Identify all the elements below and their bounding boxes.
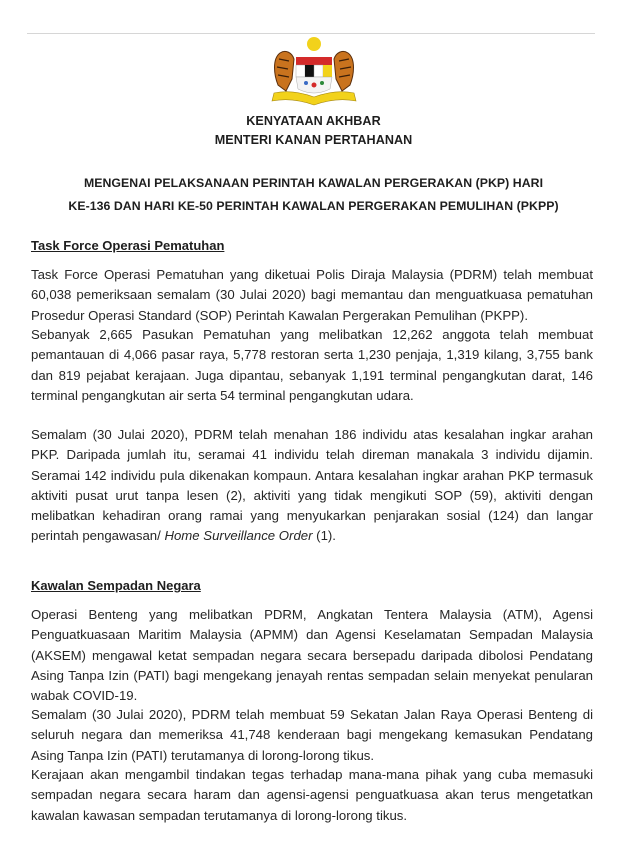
subject-line-2: KE-136 DAN HARI KE-50 PERINTAH KAWALAN PERGERAKAN PEMULIHAN (PKPP) <box>68 199 559 213</box>
malaysia-coat-of-arms-icon <box>262 35 366 107</box>
issuer-title: MENTERI KANAN PERTAHANAN <box>214 133 413 147</box>
paragraph: Task Force Operasi Pematuhan yang diketuai Polis Diraja Malaysia (PDRM) telah membuat 60,038 pemeriksaan semalam (30 Julai 2020) bagi memantau dan menguatkuasa pematuhan Prosedur Operasi Standard (SOP) Perintah Kawalan Pergerakan Pemulihan (PKPP). <box>31 267 593 323</box>
press-release-title: KENYATAAN AKHBAR <box>246 114 381 128</box>
paragraph: Semalam (30 Julai 2020), PDRM telah membuat 59 Sekatan Jalan Raya Operasi Benteng di seluruh negara dan memeriksa 41,748 kenderaan bagi mengekang kemasukan Pendatang Asing Tanpa Izin (PATI) terutamanya di lorong-lorong tikus. <box>31 707 593 763</box>
paragraph-text: Semalam (30 Julai 2020), PDRM telah menahan 186 individu atas kesalahan ingkar arahan PKP. Daripada jumlah itu, seramai 41 individu telah direman manakala 3 individu dijamin. Seramai 142 individu pula dikenakan kompaun. Antara kesalahan ingkar arahan PKP termasuk aktiviti pusat urut tanpa lesen (2), aktiviti yang tidak mengikuti SOP (59), aktiviti dengan melibatkan kehadiran orang ramai yang menyukarkan penjarakan sosial (124) dan langar perintah pengawasan/ <box>31 427 593 544</box>
paragraph: Operasi Benteng yang melibatkan PDRM, Angkatan Tentera Malaysia (ATM), Agensi Penguatkuasaan Maritim Malaysia (APMM) dan Agensi Keselamatan Sempadan Malaysia (AKSEM) mengawal ketat sempadan negara secara bersepadu daripada dibolosi Pendatang Asing Tanpa Izin (PATI) bagi mengekang jenayah rentas sempadan selain menyekat penularan wabak COVID-19. <box>31 607 593 704</box>
section-title-border-control: Kawalan Sempadan Negara <box>31 578 201 593</box>
section-title-task-force: Task Force Operasi Pematuhan <box>31 238 225 253</box>
paragraph-text: (1). <box>312 528 336 544</box>
subject-line-1: MENGENAI PELAKSANAAN PERINTAH KAWALAN PERGERAKAN (PKP) HARI <box>83 176 544 190</box>
paragraph: Kerajaan akan mengambil tindakan tegas terhadap mana-mana pihak yang cuba memasuki sempadan negara secara haram dan agensi-agensi penguatkuasa akan terus mengetatkan kawalan kawasan sempadan terutamanya di lorong-lorong tikus. <box>31 767 593 823</box>
paragraph-italic-term: Home Surveillance Order <box>164 528 313 544</box>
paragraph <box>31 425 593 547</box>
top-divider <box>27 33 595 34</box>
paragraph: Sebanyak 2,665 Pasukan Pematuhan yang melibatkan 12,262 anggota telah membuat pemantauan di 4,066 pasar raya, 5,778 restoran serta 1,230 penjaja, 1,319 kilang, 3,755 bank dan 819 pejabat kerajaan. Juga dipantau, sebanyak 1,191 terminal pengangkutan darat, 146 terminal pengangkutan air serta 54 terminal pengangkutan udara. <box>31 327 593 403</box>
